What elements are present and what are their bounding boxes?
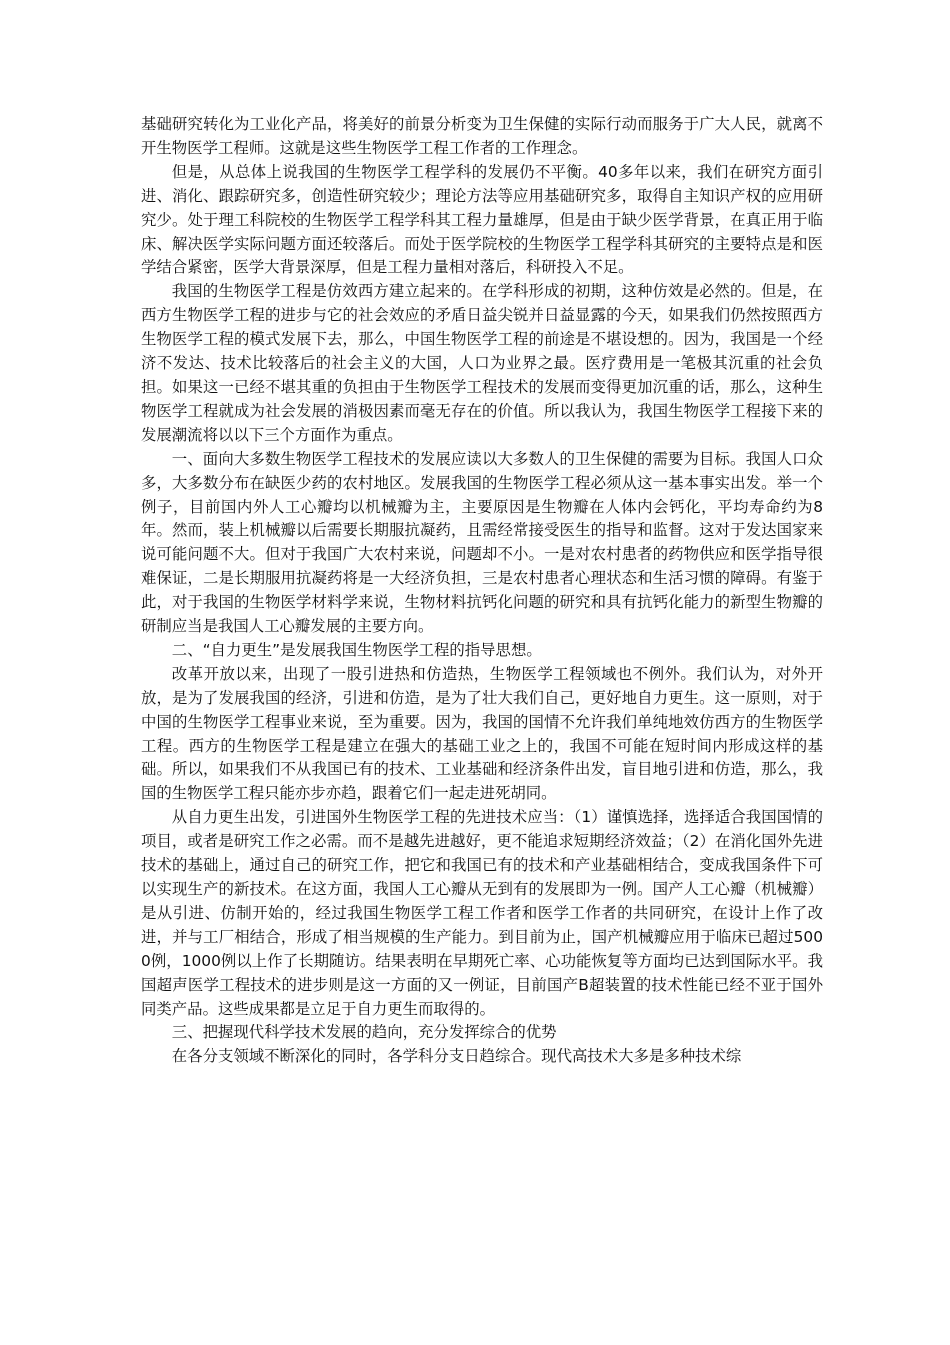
paragraph-western-imitation: 我国的生物医学工程是仿效西方建立起来的。在学科形成的初期，这种仿效是必然的。但是，在西方生物医学工程的进步与它的社会效应的矛盾日益尖锐并日益显露的今天，如果我们仍然按照西方生物医学工程的模式发展下去，那么，中国生物医学工程的前途是不堪设想的。因为，我国是一个经济不发达、技术比较落后的社会主义的大国，人口为业界之最。医疗费用是一笔极其沉重的社会负担。如果这一已经不堪其重的负担由于生物医学工程技术的发展而变得更加沉重的话，那么，这种生物医学工程就成为社会发展的消极因素而毫无存在的价值。所以我认为，我国生物医学工程接下来的发展潮流将以以下三个方面作为重点。 <box>141 282 823 444</box>
paragraph-imbalance: 但是，从总体上说我国的生物医学工程学科的发展仍不平衡。40多年以来，我们在研究方面引进、消化、跟踪研究多，创造性研究较少；理论方法等应用基础研究多，取得自主知识产权的应用研究少。处于理工科院校的生物医学工程学科其工程力量雄厚，但是由于缺少医学背景，在真正用于临床、解决医学实际问题方面还较落后。而处于医学院校的生物医学工程学科其研究的主要特点是和医学结合紧密，医学大背景深厚，但是工程力量相对落后，科研投入不足。 <box>141 162 823 277</box>
section-heading-three: 三、把握现代科学技术发展的趋向，充分发挥综合的优势 <box>171 1023 557 1042</box>
paragraph-integration: 在各分支领域不断深化的同时，各学科分支日趋综合。现代高技术大多是多种技术综 <box>171 1047 742 1066</box>
paragraph-point-one: 一、面向大多数生物医学工程技术的发展应读以大多数人的卫生保健的需要为目标。我国人口众多，大多数分布在缺医少药的农村地区。发展我国的生物医学工程必须从这一基本事实出发。举一个例子，目前国内外人工心瓣均以机械瓣为主，主要原因是生物瓣在人体内会钙化，平均寿命约为8年。然而，装上机械瓣以后需要长期服抗凝药，且需经常接受医生的指导和监督。这对于发达国家来说可能问题不大。但对于我国广大农村来说，问题却不小。一是对农村患者的药物供应和医学指导很难保证，二是长期服用抗凝药将是一大经济负担，三是农村患者心理状态和生活习惯的障碍。有鉴于此，对于我国的生物医学材料学来说，生物材料抗钙化问题的研究和具有抗钙化能力的新型生物瓣的研制应当是我国人工心瓣发展的主要方向。 <box>141 449 823 636</box>
section-heading-two: 二、“自力更生”是发展我国生物医学工程的指导思想。 <box>171 640 542 659</box>
document-body <box>141 113 823 1069</box>
paragraph-self-reliance: 从自力更生出发，引进国外生物医学工程的先进技术应当：（1）谨慎选择，选择适合我国国情的项目，或者是研究工作之必需。而不是越先进越好，更不能追求短期经济效益；（2）在消化国外先进技术的基础上，通过自己的研究工作，把它和我国已有的技术和产业基础相结合，变成我国条件下可以实现生产的新技术。在这方面，我国人工心瓣从无到有的发展即为一例。国产人工心瓣（机械瓣）是从引进、仿制开始的，经过我国生物医学工程工作者和医学工作者的共同研究，在设计上作了改进，并与工厂相结合，形成了相当规模的生产能力。到目前为止，国产机械瓣应用于临床已超过5000例，1000例以上作了长期随访。结果表明在早期死亡率、心功能恢复等方面均已达到国际水平。我国超声医学工程技术的进步则是这一方面的又一例证，目前国产B超装置的技术性能已经不亚于国外同类产品。这些成果都是立足于自力更生而取得的。 <box>141 808 823 1018</box>
paragraph-reform-opening: 改革开放以来，出现了一股引进热和仿造热，生物医学工程领域也不例外。我们认为，对外开放，是为了发展我国的经济，引进和仿造，是为了壮大我们自己，更好地自力更生。这一原则，对于中国的生物医学工程事业来说，至为重要。因为，我国的国情不允许我们单纯地效仿西方的生物医学工程。西方的生物医学工程是建立在强大的基础工业之上的，我国不可能在短时间内形成这样的基础。所以，如果我们不从我国已有的技术、工业基础和经济条件出发，盲目地引进和仿造，那么，我国的生物医学工程只能亦步亦趋，跟着它们一起走进死胡同。 <box>141 664 823 803</box>
paragraph-continuation: 基础研究转化为工业化产品，将美好的前景分析变为卫生保健的实际行动而服务于广大人民，就离不开生物医学工程师。这就是这些生物医学工程工作者的工作理念。 <box>141 115 823 157</box>
